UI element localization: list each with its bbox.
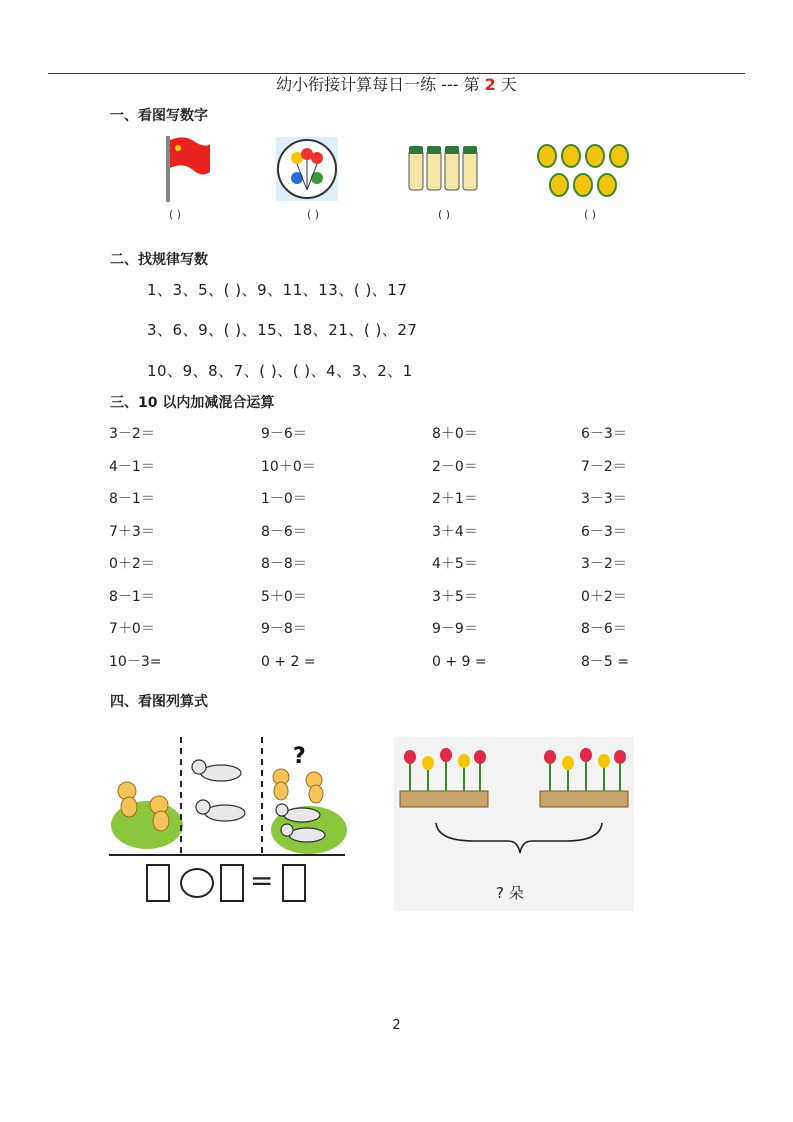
section2-heading: 二、找规律写数 — [110, 252, 208, 268]
equals-sign: = — [250, 864, 274, 897]
batteries-picture — [405, 136, 479, 200]
equation: 7－2＝ — [581, 458, 627, 475]
equation: 8－5 = — [581, 653, 629, 670]
section4-heading: 四、看图列算式 — [110, 694, 208, 710]
answer-box-1[interactable] — [146, 864, 170, 902]
equation-column-3 — [432, 424, 487, 684]
answer-paren-3[interactable]: ( ) — [437, 208, 451, 221]
equation-boxes — [146, 864, 310, 904]
day-number: 2 — [484, 75, 496, 94]
equation: 6－3＝ — [581, 426, 627, 442]
equation: 8－8＝ — [261, 556, 307, 572]
equation: 2＋1＝ — [432, 491, 478, 507]
equation: 8＋0＝ — [432, 426, 478, 442]
sequence-row-1: 1、3、5、( )、9、11、13、( )、17 — [147, 281, 408, 299]
equation: 5＋0＝ — [261, 588, 307, 605]
equation: 3－3＝ — [581, 491, 627, 507]
equation: 3＋5＝ — [432, 588, 478, 605]
equation: 6－3＝ — [581, 523, 627, 540]
title-suffix: 天 — [495, 75, 517, 94]
operator-circle[interactable] — [180, 868, 214, 898]
equation: 2－0＝ — [432, 458, 478, 475]
corn-picture — [535, 142, 631, 202]
page-title — [0, 74, 793, 96]
equation: 10＋0＝ — [261, 458, 316, 475]
answer-paren-4[interactable]: ( ) — [583, 208, 597, 221]
equation: 3－2＝ — [581, 556, 627, 572]
equation: 0＋2＝ — [109, 556, 155, 572]
balloons-picture — [275, 136, 339, 202]
equation: 3＋4＝ — [432, 523, 478, 540]
equation: 8－6＝ — [581, 621, 627, 637]
sequence-row-3: 10、9、8、7、( )、( )、4、3、2、1 — [147, 362, 413, 380]
answer-box-3[interactable] — [282, 864, 306, 902]
answer-paren-1[interactable]: ( ) — [168, 208, 182, 221]
equation: 10－3= — [109, 653, 162, 670]
flag-picture — [160, 132, 220, 204]
equation: 0 + 2 = — [261, 653, 316, 670]
equation: 8－1＝ — [109, 491, 155, 507]
answer-paren-2[interactable]: ( ) — [306, 208, 320, 221]
equation-column-1 — [109, 424, 161, 684]
flower-caption: ? 朵 — [496, 884, 524, 902]
equation: 8－1＝ — [109, 588, 155, 605]
equation: 7＋0＝ — [109, 621, 155, 637]
section3-heading: 三、10 以内加减混合运算 — [110, 395, 275, 411]
title-prefix: 幼小衔接计算每日一练 --- 第 — [276, 75, 485, 94]
question-mark: ? — [293, 744, 306, 769]
equation: 0 + 9 = — [432, 653, 487, 670]
equation: 9－6＝ — [261, 426, 307, 442]
page-number: 2 — [392, 1018, 401, 1033]
section1-heading: 一、看图写数字 — [110, 108, 208, 124]
equation: 9－9＝ — [432, 621, 478, 637]
equation-column-2 — [261, 424, 316, 684]
sequence-row-2: 3、6、9、( )、15、18、21、( )、27 — [147, 321, 418, 339]
equation: 9－8＝ — [261, 621, 307, 637]
equation: 7＋3＝ — [109, 523, 155, 540]
equation: 4－1＝ — [109, 458, 155, 475]
equation-column-4 — [581, 424, 629, 684]
equation: 8－6＝ — [261, 523, 307, 540]
answer-box-2[interactable] — [220, 864, 244, 902]
equation: 0＋2＝ — [581, 588, 627, 605]
equation: 3－2＝ — [109, 426, 155, 442]
equation: 1－0＝ — [261, 491, 307, 507]
flowers-picture — [394, 737, 634, 911]
equation: 4＋5＝ — [432, 556, 478, 572]
